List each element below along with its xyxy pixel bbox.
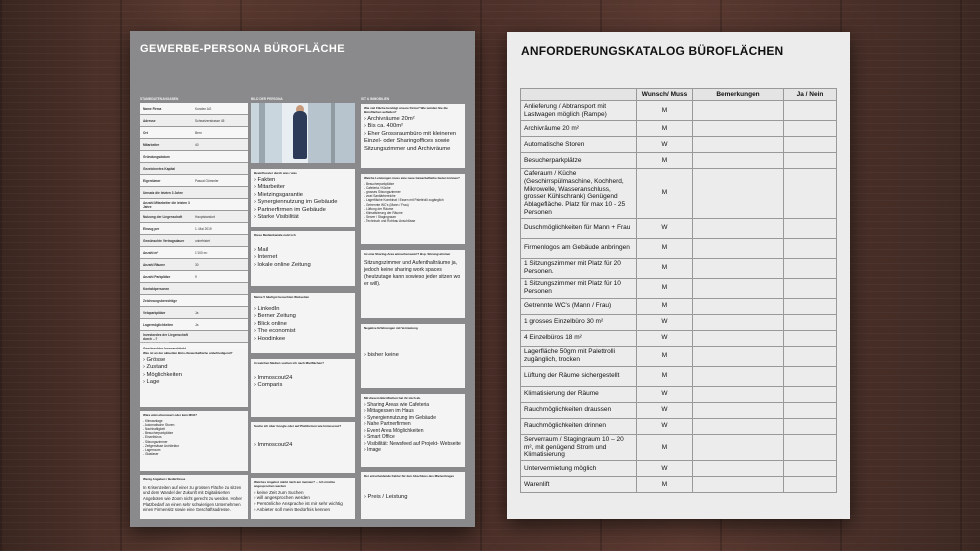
ja-nein-cell[interactable] <box>784 314 837 330</box>
info-key: Kontaktpersonen <box>143 286 170 291</box>
box-google-question: Suche ich über Google oder auf Plattformen wie Immoscout? <box>254 424 342 428</box>
ja-nein-cell[interactable] <box>784 346 837 366</box>
box-angebote-list <box>361 402 465 454</box>
bemerkungen-cell[interactable] <box>693 153 784 169</box>
box-angebote-question: Mit diesem Büroflächen hat ihr mich ab. <box>364 396 421 400</box>
photo-pillar <box>259 103 265 163</box>
info-row <box>140 115 248 127</box>
wunsch-muss-cell: M <box>637 477 693 493</box>
list-item: - grosses Sitzungszimmer <box>364 190 401 195</box>
requirement-cell: Getrennte WC's (Mann / Frau) <box>521 298 637 314</box>
requirement-cell: 4 Einzelbüros 18 m² <box>521 330 637 346</box>
wunsch-muss-cell: W <box>637 386 693 402</box>
info-row <box>140 295 248 307</box>
list-item: › Lage <box>143 379 160 386</box>
table-row <box>521 346 837 366</box>
katalog-header-row <box>521 89 837 101</box>
list-item: › Preis / Leistung <box>364 493 408 500</box>
requirement-cell: Serverraum / Stagingraum 10 – 20 m², mit genügend Strom und Klimatisierung <box>521 434 637 460</box>
box-sharing-question: Ist eine Sharing-Area wünschenswert? Bsp. Sitzungszimmer <box>364 252 451 256</box>
list-item: › Sharing Areas wie Cafeteria <box>364 401 430 408</box>
list-item: › Archivräume 20m² <box>364 115 415 122</box>
requirement-cell: Klimatisierung der Räume <box>521 386 637 402</box>
wunsch-muss-cell: W <box>637 330 693 346</box>
info-value: 30 <box>195 262 199 267</box>
info-key: Anzahl Mitarbeiter die letzten 3 Jahre <box>143 200 190 209</box>
wunsch-muss-cell: M <box>637 366 693 386</box>
list-item: - zwei Sanitärbereiche <box>364 194 396 199</box>
info-key: Nutzung der Liegenschaft <box>143 214 183 219</box>
ja-nein-cell[interactable] <box>784 169 837 219</box>
box-flaeche <box>361 104 465 168</box>
header-ja-nein: Ja / Nein <box>784 89 837 101</box>
wunsch-muss-cell: W <box>637 314 693 330</box>
list-item: › Mail <box>254 246 269 253</box>
box-negativ <box>361 324 465 388</box>
wunsch-muss-cell: M <box>637 153 693 169</box>
requirement-cell: Duschmöglichkeiten für Mann + Frau <box>521 218 637 238</box>
table-row <box>521 386 837 402</box>
box-angaben-question: Wenig Angaben / Bedürfnisse <box>143 477 186 481</box>
photo-person-body <box>293 111 307 159</box>
list-item: › Hoodinkee <box>254 335 286 342</box>
info-row <box>140 199 248 211</box>
box-web-list <box>251 306 355 344</box>
list-item: › Mittagessen im Haus <box>364 408 414 415</box>
ja-nein-cell[interactable] <box>784 386 837 402</box>
box-beeinflusst <box>251 169 355 227</box>
ja-nein-cell[interactable] <box>784 418 837 434</box>
col-head-stammdaten: STAMMDATENANGABEN <box>140 97 179 101</box>
bemerkungen-cell[interactable] <box>693 346 784 366</box>
info-row <box>140 247 248 259</box>
table-row <box>521 330 837 346</box>
info-row <box>140 271 248 283</box>
info-key: Einzug per <box>143 226 160 231</box>
bemerkungen-cell[interactable] <box>693 169 784 219</box>
bemerkungen-cell[interactable] <box>693 434 784 460</box>
ja-nein-cell[interactable] <box>784 153 837 169</box>
ja-nein-cell[interactable] <box>784 434 837 460</box>
info-key: Umsatz die letzten 3 Jahre <box>143 190 183 195</box>
table-row <box>521 238 837 258</box>
table-row <box>521 314 837 330</box>
table-row <box>521 418 837 434</box>
box-angaben <box>140 475 248 519</box>
info-key: Lagermöglichkeiten <box>143 322 174 327</box>
box-wunsch-list <box>140 419 248 456</box>
wunsch-muss-cell: M <box>637 278 693 298</box>
wunsch-muss-cell: W <box>637 137 693 153</box>
bemerkungen-cell[interactable] <box>693 238 784 258</box>
info-value: 1'100 m² <box>195 250 208 255</box>
info-row <box>140 139 248 151</box>
info-row <box>140 223 248 235</box>
bemerkungen-cell[interactable] <box>693 330 784 346</box>
table-row <box>521 366 837 386</box>
katalog-table <box>520 88 837 493</box>
box-google <box>251 422 355 473</box>
ja-nein-cell[interactable] <box>784 121 837 137</box>
requirement-cell: Rauchmöglichkeiten draussen <box>521 402 637 418</box>
table-row <box>521 402 837 418</box>
list-item: - Server / Stagingraum <box>364 215 397 219</box>
box-sharing <box>361 250 465 318</box>
table-row <box>521 137 837 153</box>
info-key: Gewünschte Vertragsdauer <box>143 238 185 243</box>
ja-nein-cell[interactable] <box>784 330 837 346</box>
box-leistungen <box>361 174 465 244</box>
table-row <box>521 258 837 278</box>
info-key: Anzahl Parkplätze <box>143 274 171 279</box>
box-angebot <box>251 478 355 519</box>
wunsch-muss-cell: M <box>637 434 693 460</box>
wunsch-muss-cell: M <box>637 346 693 366</box>
list-item: › Immoscout24 <box>254 441 293 448</box>
bemerkungen-cell[interactable] <box>693 386 784 402</box>
persona-title: GEWERBE-PERSONA BÜROFLÄCHE <box>140 43 345 55</box>
wunsch-muss-cell: M <box>637 258 693 278</box>
info-key: Ort <box>143 130 148 135</box>
list-item: › Zustand <box>143 364 168 371</box>
box-medien-question: Diese Medienkanäle nutzt ich <box>254 233 296 237</box>
list-item: - Glasfaser <box>143 452 159 456</box>
list-item: › Synergiennutzung im Gebäude <box>254 199 338 206</box>
list-item: - Lüftung der Räume <box>364 206 394 211</box>
table-row <box>521 434 837 460</box>
requirement-cell: Automatische Storen <box>521 137 637 153</box>
info-row <box>140 319 248 331</box>
info-row <box>140 175 248 187</box>
list-item: › bisher keine <box>364 351 399 358</box>
box-plattform <box>251 359 355 417</box>
header-wunsch-muss: Wunsch/ Muss <box>637 89 693 101</box>
info-key: Adresse <box>143 118 156 123</box>
wunsch-muss-cell: M <box>637 298 693 314</box>
requirement-cell: 1 grosses Einzelbüro 30 m² <box>521 314 637 330</box>
wunsch-muss-cell: M <box>637 169 693 219</box>
box-web-question: Meine 5 häufigst besuchten Webseiten <box>254 295 310 299</box>
info-row <box>140 103 248 115</box>
list-item: › Fakten <box>254 176 276 183</box>
info-value: 40 <box>195 142 199 147</box>
list-item: - Besucherparkplätze <box>143 431 174 436</box>
wunsch-muss-cell: M <box>637 121 693 137</box>
table-row <box>521 298 837 314</box>
table-row <box>521 278 837 298</box>
table-row <box>521 461 837 477</box>
list-item: - Lagerfläche Kombinat / Essen mit Palettrolli zugänglich <box>364 198 444 203</box>
info-key: Gründungsdatum <box>143 154 170 159</box>
box-entscheid-list <box>361 494 465 502</box>
persona-photo <box>251 103 355 163</box>
ja-nein-cell[interactable] <box>784 477 837 493</box>
list-item: › will angesprochen werden <box>254 495 310 501</box>
list-item: › Anbieter soll mein Bedürfnis kennen <box>254 507 331 513</box>
info-key: Zeichnungsberechtige <box>143 298 178 303</box>
box-sharing-text: Sitzungszimmer und Aufenthalträume ja, jedoch keine sharing work spaces (heutzutage kann sowieso jeder sitzen wo er will). <box>364 259 461 287</box>
ja-nein-cell[interactable] <box>784 238 837 258</box>
list-item: › keine Zeit zum Suchen <box>254 489 304 495</box>
info-key: Veloparkplätze <box>143 310 166 315</box>
info-row <box>140 211 248 223</box>
ja-nein-cell[interactable] <box>784 402 837 418</box>
requirement-cell: 1 Sitzungszimmer mit Platz für 10 Personen <box>521 278 637 298</box>
bemerkungen-cell[interactable] <box>693 366 784 386</box>
bemerkungen-cell[interactable] <box>693 461 784 477</box>
col-head-bild: BILD DER PERSONA <box>251 97 283 101</box>
wunsch-muss-cell: M <box>637 101 693 121</box>
box-plattform-list <box>251 375 355 390</box>
box-medien <box>251 231 355 286</box>
info-value: 1. Mai 2019 <box>195 226 212 231</box>
list-item: › Smart Office <box>364 434 395 441</box>
list-item: - Lagerraum <box>143 447 161 452</box>
info-value: Schweizerstrasse 45 <box>195 118 225 123</box>
bemerkungen-cell[interactable] <box>693 121 784 137</box>
bemerkungen-cell[interactable] <box>693 314 784 330</box>
table-row <box>521 101 837 121</box>
wunsch-muss-cell: M <box>637 238 693 258</box>
info-key: Anzahl m² <box>143 250 159 255</box>
info-value: Bern <box>195 130 202 135</box>
box-medien-list <box>251 247 355 270</box>
list-item: › Starke Visibilität <box>254 214 299 221</box>
bemerkungen-cell[interactable] <box>693 101 784 121</box>
wunsch-muss-cell: W <box>637 218 693 238</box>
requirement-cell: Warenlift <box>521 477 637 493</box>
list-item: › Nahe Partnerfirmen <box>364 421 411 428</box>
info-row <box>140 163 248 175</box>
table-row <box>521 169 837 219</box>
list-item: › Internet <box>254 254 278 261</box>
info-value: unbefristet <box>195 238 210 243</box>
list-item: - Technisch und Rohbau Anschlüsse <box>364 219 416 224</box>
header-requirement <box>521 89 637 101</box>
box-leistungen-question: Welche Leistungen muss eine neue Gewerbefläche bieten können? <box>364 176 460 180</box>
list-item: › Visibilität: Newsfeed auf Projekt- Webseite <box>364 440 461 447</box>
box-plattform-question: In welchen Medien suchen ich nach Mietflächen? <box>254 361 325 365</box>
list-item: › Persönliche Ansprache ist mir sehr wichtig <box>254 501 343 507</box>
list-item: › Event Area Möglichkeiten <box>364 427 424 434</box>
box-warum-list <box>140 357 248 387</box>
list-item: › Image <box>364 447 381 454</box>
table-row <box>521 121 837 137</box>
bemerkungen-cell[interactable] <box>693 418 784 434</box>
list-item: › Comparis <box>254 382 283 389</box>
requirement-cell: Firmenlogos am Gebäude anbringen <box>521 238 637 258</box>
box-flaeche-list <box>361 116 465 154</box>
neue-office-head: DAS NEUE OFFICE <box>140 342 170 346</box>
list-item: - Cafeteria / Küche <box>364 185 391 190</box>
box-angaben-text: In Krisenzeiten auf einer zu grossen Fläche zu sitzen und dem Wandel der Zukunft mit Digitalisierten Angeboten wie Zoom nicht gerecht zu werden. Hoher Platzbedarf an einen sehr schwierigen Unternehmen einen Firmensitz sowie eine Geschäftsadresse. <box>143 484 242 513</box>
box-negativ-list <box>361 352 465 360</box>
info-key: Investoedes der Liegenschaft durch ...? <box>143 332 188 341</box>
info-value: 9 <box>195 274 197 279</box>
wunsch-muss-cell: W <box>637 402 693 418</box>
list-item: - Besucherparkplätze <box>364 181 395 186</box>
col-head-ist: IST & IMMOBILIEN <box>361 97 390 101</box>
info-value: Ja <box>195 322 199 327</box>
box-leistungen-list <box>361 182 465 224</box>
list-item: - Einzelbüros <box>143 435 162 440</box>
table-row <box>521 218 837 238</box>
info-row <box>140 151 248 163</box>
box-warum-question: Was ist an der aktuellen Büro-/Gewerbefläche unbefriedigend? <box>143 351 233 355</box>
bemerkungen-cell[interactable] <box>693 278 784 298</box>
list-item: › Möglichkeiten <box>143 371 182 378</box>
list-item: › Mitarbeiter <box>254 184 285 191</box>
wunsch-muss-cell: W <box>637 461 693 477</box>
list-item: - Nachhaltigkeit <box>143 427 165 432</box>
box-angebot-list <box>251 490 355 514</box>
box-negativ-question: Negative Erfahrungen mit Vermietung <box>364 326 418 330</box>
table-row <box>521 477 837 493</box>
ja-nein-cell[interactable] <box>784 366 837 386</box>
requirement-cell: 1 Sitzungszimmer mit Platz für 20 Personen. <box>521 258 637 278</box>
info-row <box>140 187 248 199</box>
wunsch-muss-cell: W <box>637 418 693 434</box>
list-item: › Berner Zeitung <box>254 313 296 320</box>
requirement-cell: Lüftung der Räume sichergestellt <box>521 366 637 386</box>
requirement-cell: Archivräume 20 m² <box>521 121 637 137</box>
info-row <box>140 307 248 319</box>
box-web <box>251 293 355 353</box>
ja-nein-cell[interactable] <box>784 461 837 477</box>
info-table <box>140 103 248 355</box>
info-key: Anzahl Räume <box>143 262 165 267</box>
list-item: › Blick online <box>254 320 287 327</box>
list-item: - Automatische Storen <box>143 422 175 427</box>
requirement-cell: Rauchmöglichkeiten drinnen <box>521 418 637 434</box>
ja-nein-cell[interactable] <box>784 137 837 153</box>
list-item: › Synergiennutzung im Gebäude <box>364 414 436 421</box>
bemerkungen-cell[interactable] <box>693 258 784 278</box>
info-row <box>140 259 248 271</box>
list-item: › The economist <box>254 328 296 335</box>
list-item: › Immoscout24 <box>254 374 293 381</box>
bemerkungen-cell[interactable] <box>693 298 784 314</box>
list-item: - Sitzungszimmer <box>143 439 168 444</box>
box-google-list <box>251 442 355 450</box>
requirement-cell: Anlieferung / Abtransport mit Lastwagen möglich (Rampe) <box>521 101 637 121</box>
info-value: Pascal Gümmler <box>195 178 219 183</box>
box-entscheid <box>361 472 465 519</box>
list-item: › lokale online Zeitung <box>254 261 311 268</box>
info-value: Kunden AG <box>195 106 212 111</box>
box-angebot-question: Welches Angebot stärkt mich am meisten? ... Ich möchte angesprochen werden <box>254 480 336 488</box>
info-row <box>140 235 248 247</box>
ja-nein-cell[interactable] <box>784 101 837 121</box>
list-item: › Grösse <box>143 356 166 363</box>
bemerkungen-cell[interactable] <box>693 137 784 153</box>
info-row <box>140 127 248 139</box>
info-key: Mitarbeiter <box>143 142 160 147</box>
box-angebote <box>361 394 465 467</box>
list-item: › Partnerfirmen im Gebäude <box>254 206 326 213</box>
info-value: Ja <box>195 310 199 315</box>
ja-nein-cell[interactable] <box>784 278 837 298</box>
list-item: › Mietzingsgarantie <box>254 191 303 198</box>
header-bemerkungen: Bemerkungen <box>693 89 784 101</box>
photo-pillar <box>331 103 335 163</box>
persona-sheet <box>130 31 475 527</box>
info-key: Name Firma <box>143 106 162 111</box>
bemerkungen-cell[interactable] <box>693 402 784 418</box>
list-item: - Klimatisierung der Räume <box>364 210 403 215</box>
list-item: - Getrennte WC's (Mann / Frau) <box>364 202 409 207</box>
box-warum <box>140 349 248 407</box>
list-item: › Eher Grossraumbüro mit kleineren Einzel- oder Sharingoffices sowie Sitzungszimmer und Archivräume <box>364 130 457 152</box>
info-row <box>140 283 248 295</box>
list-item: › Bis ca. 400m² <box>364 123 403 130</box>
box-wunsch-question: Wäre wünschenswert oder kein MUß? <box>143 413 198 417</box>
table-row <box>521 153 837 169</box>
katalog-sheet <box>507 32 850 519</box>
requirement-cell: Caferaum / Küche (Geschirrspülmaschine, Kochherd, Mikrowelle, Wasseranschluss, grosser Kühlschrank) Genügend Ablagefläche. Platz für max 10 - 25 Personen <box>521 169 637 219</box>
list-item: › LinkedIn <box>254 305 280 312</box>
list-item: - Zeitgemässe Architektur <box>143 443 180 448</box>
katalog-title: ANFORDERUNGSKATALOG BÜROFLÄCHEN <box>521 44 784 58</box>
bemerkungen-cell[interactable] <box>693 477 784 493</box>
box-wunsch <box>140 411 248 471</box>
info-key: Gezeichnetes Kapital <box>143 166 176 171</box>
box-flaeche-question: Wie viel Fläche benötigt unsere Firma? Wie würden Sie die Büroflächen aufteilen? <box>364 106 448 114</box>
requirement-cell: Untervermietung möglich <box>521 461 637 477</box>
ja-nein-cell[interactable] <box>784 258 837 278</box>
info-value: Hauptstandort <box>195 214 216 219</box>
ja-nein-cell[interactable] <box>784 298 837 314</box>
list-item: - Klimaanlage <box>143 418 163 423</box>
box-beeinflusst-list <box>251 177 355 222</box>
info-key: Eigentümer <box>143 178 161 183</box>
requirement-cell: Besucherparkplätze <box>521 153 637 169</box>
ja-nein-cell[interactable] <box>784 218 837 238</box>
bemerkungen-cell[interactable] <box>693 218 784 238</box>
requirement-cell: Lagerfläche 50gm mit Palettrolli zugänglich, trocken <box>521 346 637 366</box>
box-beeinflusst-question: Beeinflusster durch was / was <box>254 171 297 175</box>
box-entscheid-question: Der entscheidende Faktor für den Abschluss des Mietvertrages <box>364 474 455 478</box>
